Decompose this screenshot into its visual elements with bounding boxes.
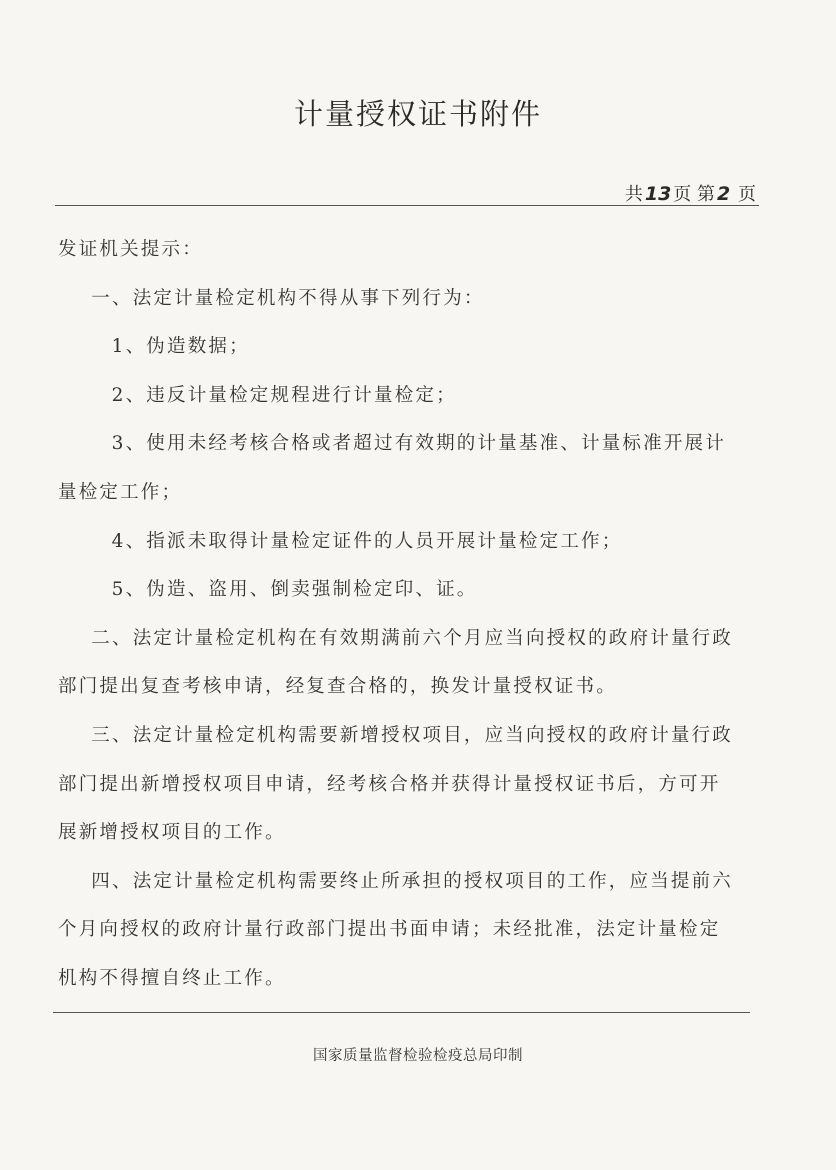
page-counter-middle: 页 第 — [673, 184, 716, 205]
header-divider — [55, 205, 759, 206]
section-1-item: 2、违反计量检定规程进行计量检定； — [111, 384, 457, 406]
notice-body — [58, 226, 734, 1004]
intro-line: 发证机关提示： — [58, 239, 203, 260]
section-4-paragraph: 四、法定计量检定机构需要终止所承担的授权项目的工作，应当提前六个月向授权的政府计量行政部门提出书面申请；未经批准，法定计量检定机构不得擅自终止工作。 — [58, 870, 733, 989]
section-3-paragraph: 三、法定计量检定机构需要新增授权项目，应当向授权的政府计量行政部门提出新增授权项目申请，经考核合格并获得计量授权证书后，方可开展新增授权项目的工作。 — [58, 724, 733, 844]
section-1-item: 3、使用未经考核合格或者超过有效期的计量基准、计量标准开展计量检定工作； — [58, 433, 726, 503]
section-1-heading: 一、法定计量检定机构不得从事下列行为： — [91, 287, 485, 309]
page-counter-prefix: 共 — [624, 184, 643, 205]
section-1-item: 1、伪造数据； — [111, 336, 250, 358]
section-1-item: 5、伪造、盗用、倒卖强制检定印、证。 — [111, 579, 478, 601]
page-total-handwritten: 13 — [644, 183, 672, 205]
document-title: 计量授权证书附件 — [293, 97, 542, 131]
section-2-paragraph: 二、法定计量检定机构在有效期满前六个月应当向授权的政府计量行政部门提出复查考核申请，经复查合格的，换发计量授权证书。 — [58, 627, 733, 698]
page-counter — [625, 180, 756, 206]
printer-footer: 国家质量监督检验检疫总局印制 — [313, 1048, 523, 1064]
section-1-item: 4、指派未取得计量检定证件的人员开展计量检定工作； — [111, 530, 623, 552]
footer-divider — [53, 1012, 750, 1013]
page-current-handwritten: 2 — [717, 183, 731, 205]
page-counter-suffix: 页 — [732, 184, 756, 205]
